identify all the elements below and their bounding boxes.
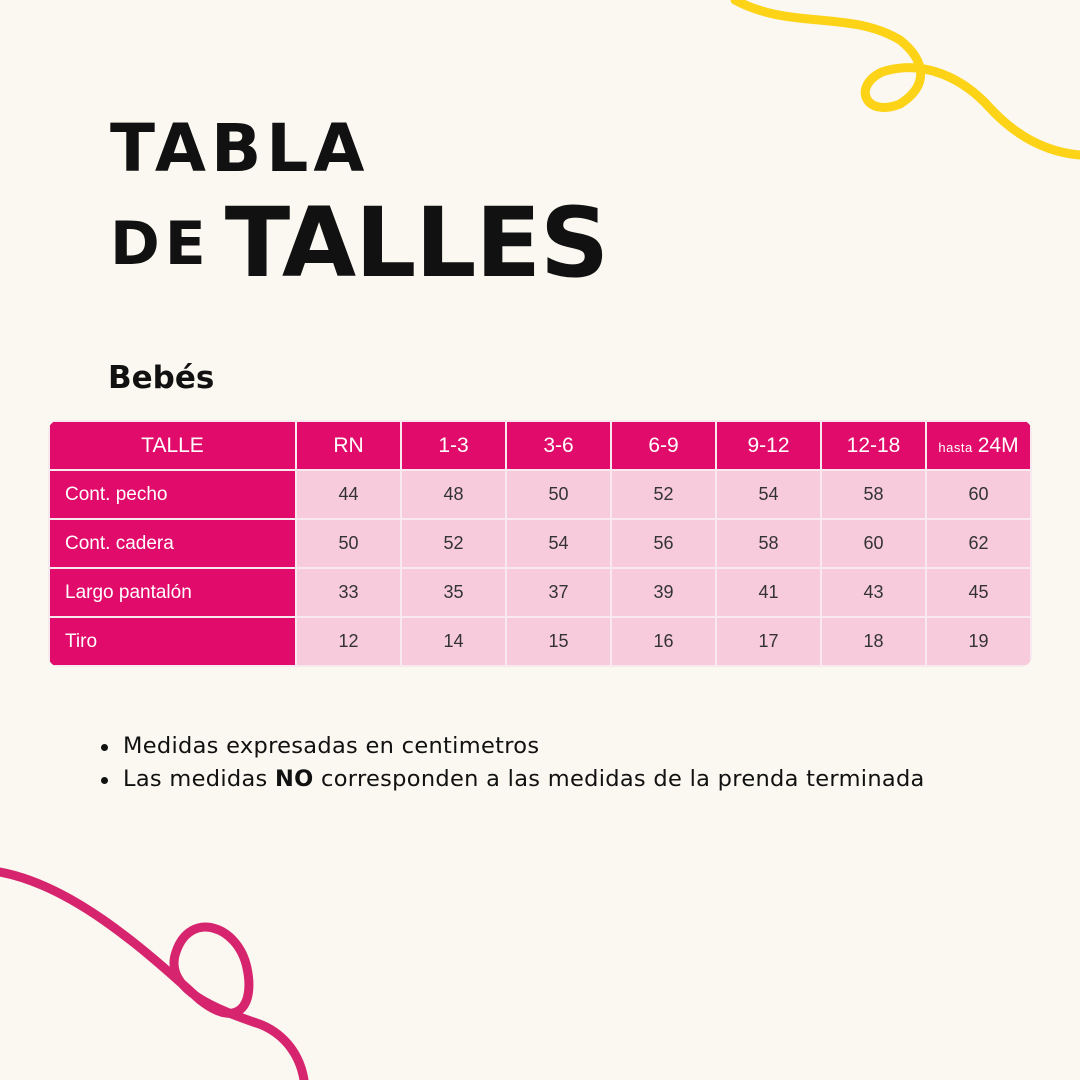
table-cell: 15 <box>506 617 611 666</box>
size-24m: 24M <box>977 433 1019 457</box>
table-cell: 19 <box>926 617 1031 666</box>
hasta-prefix: hasta <box>938 439 973 455</box>
table-cell: 44 <box>296 470 401 519</box>
title-line1: TABLA <box>110 110 370 187</box>
title-de: DE <box>110 209 211 279</box>
table-cell: 58 <box>716 519 821 568</box>
table-cell: 50 <box>296 519 401 568</box>
table-cell: 43 <box>821 568 926 617</box>
table-cell: 60 <box>821 519 926 568</box>
table-cell: 37 <box>506 568 611 617</box>
table-cell: 56 <box>611 519 716 568</box>
table-cell: 58 <box>821 470 926 519</box>
row-label: Cont. pecho <box>49 470 296 519</box>
note-item <box>123 763 925 796</box>
pink-squiggle <box>0 872 304 1080</box>
table-row <box>49 617 1031 666</box>
row-label: Tiro <box>49 617 296 666</box>
header-size: 12-18 <box>821 421 926 470</box>
table-cell: 60 <box>926 470 1031 519</box>
header-size: 9-12 <box>716 421 821 470</box>
table-row <box>49 519 1031 568</box>
table-header-row <box>49 421 1031 470</box>
note-item <box>123 730 925 763</box>
header-talle: TALLE <box>49 421 296 470</box>
title-talles: TALLES <box>224 187 609 299</box>
table-cell: 18 <box>821 617 926 666</box>
table-cell: 16 <box>611 617 716 666</box>
header-size: RN <box>296 421 401 470</box>
table-cell: 14 <box>401 617 506 666</box>
yellow-squiggle <box>735 0 1080 155</box>
table-cell: 54 <box>506 519 611 568</box>
table-cell: 50 <box>506 470 611 519</box>
size-table <box>48 420 1032 667</box>
table-cell: 41 <box>716 568 821 617</box>
row-label: Largo pantalón <box>49 568 296 617</box>
table-cell: 48 <box>401 470 506 519</box>
notes-list <box>123 730 925 796</box>
header-size: 6-9 <box>611 421 716 470</box>
row-label: Cont. cadera <box>49 519 296 568</box>
table-cell: 52 <box>401 519 506 568</box>
table-cell: 17 <box>716 617 821 666</box>
header-size: 3-6 <box>506 421 611 470</box>
table-cell: 54 <box>716 470 821 519</box>
title-line2 <box>110 187 609 299</box>
table-row <box>49 568 1031 617</box>
table-cell: 33 <box>296 568 401 617</box>
header-size: 1-3 <box>401 421 506 470</box>
section-heading: Bebés <box>108 360 215 396</box>
table-cell: 35 <box>401 568 506 617</box>
table-cell: 12 <box>296 617 401 666</box>
table-cell: 62 <box>926 519 1031 568</box>
table-cell: 39 <box>611 568 716 617</box>
note-text: Las medidas <box>123 766 276 792</box>
header-size-last <box>926 421 1031 470</box>
note-emphasis: NO <box>275 766 314 792</box>
table-cell: 52 <box>611 470 716 519</box>
table-row <box>49 470 1031 519</box>
note-text: corresponden a las medidas de la prenda terminada <box>313 766 925 792</box>
table-cell: 45 <box>926 568 1031 617</box>
note-text: Medidas expresadas en centimetros <box>123 733 540 759</box>
